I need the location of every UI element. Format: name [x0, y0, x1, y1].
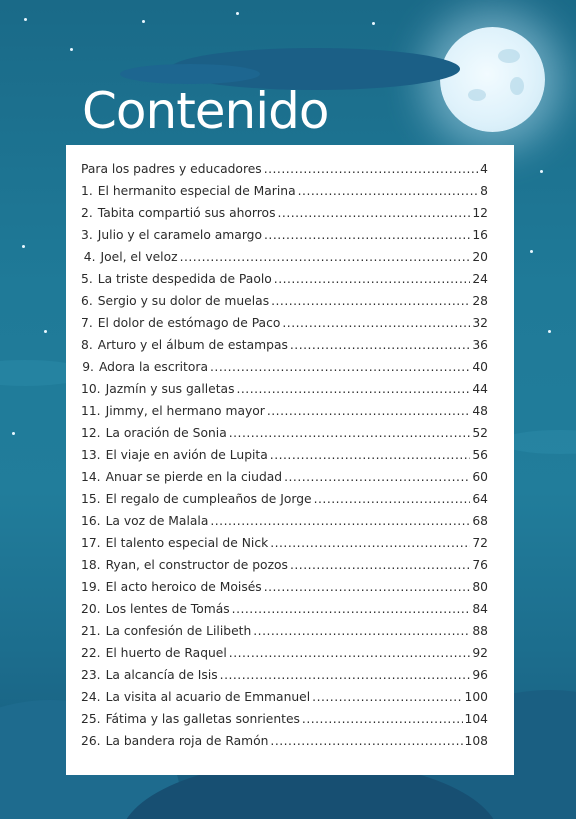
toc-dot-leader	[302, 712, 463, 726]
toc-entry-page: 48	[472, 404, 488, 418]
toc-entry	[81, 228, 488, 250]
toc-entry-title: El dolor de estómago de Paco	[97, 316, 281, 330]
toc-entry-page: 80	[472, 580, 488, 594]
toc-entry-page: 20	[472, 250, 488, 264]
toc-entry	[81, 602, 488, 624]
toc-dot-leader	[312, 690, 462, 704]
toc-entry	[81, 206, 488, 228]
toc-dot-leader	[270, 536, 470, 550]
toc-entry-title: Arturo y el álbum de estampas	[97, 338, 288, 352]
toc-entry-title: La bandera roja de Ramón	[105, 734, 269, 748]
toc-entry-page: 68	[472, 514, 488, 528]
toc-entry-page: 108	[464, 734, 488, 748]
toc-entry-title: Sergio y su dolor de muelas	[97, 294, 270, 308]
toc-dot-leader	[232, 602, 471, 616]
toc-entry-title: Los lentes de Tomás	[105, 602, 230, 616]
toc-entry-page: 104	[464, 712, 488, 726]
toc-dot-leader	[180, 250, 471, 264]
toc-entry-title: Anuar se pierde en la ciudad	[105, 470, 283, 484]
toc-entry-title: Joel, el veloz	[100, 250, 178, 264]
toc-entry	[81, 536, 488, 558]
toc-entry-page: 12	[472, 206, 488, 220]
toc-entry-title: La oración de Sonia	[105, 426, 227, 440]
toc-dot-leader	[229, 646, 471, 660]
toc-entry-page: 8	[480, 184, 488, 198]
toc-entry-page: 44	[472, 382, 488, 396]
toc-entry	[81, 580, 488, 602]
toc-entry-page: 72	[472, 536, 488, 550]
toc-entry	[81, 294, 488, 316]
toc-entry-number: 21.	[81, 624, 101, 638]
toc-entry-number: 20.	[81, 602, 101, 616]
toc-entry	[81, 734, 488, 756]
toc-entry	[81, 316, 488, 338]
toc-entry-page: 52	[472, 426, 488, 440]
contents-panel	[66, 145, 514, 775]
toc-dot-leader	[220, 668, 471, 682]
toc-entry-title: Para los padres y educadores	[81, 162, 262, 176]
toc-dot-leader	[270, 734, 462, 748]
toc-entry	[81, 272, 488, 294]
toc-entry-title: El huerto de Raquel	[105, 646, 227, 660]
toc-entry-page: 16	[472, 228, 488, 242]
page-title: Contenido	[82, 82, 329, 140]
toc-entry-title: Julio y el caramelo amargo	[97, 228, 262, 242]
toc-entry-page: 88	[472, 624, 488, 638]
toc-entry-number: 9.	[82, 360, 94, 374]
toc-entry	[81, 448, 488, 470]
toc-entry-page: 36	[472, 338, 488, 352]
cloud-illustration	[120, 64, 260, 84]
toc-entry	[81, 382, 488, 404]
toc-entry-page: 92	[472, 646, 488, 660]
toc-dot-leader	[282, 316, 470, 330]
toc-entry-page: 96	[472, 668, 488, 682]
toc-dot-leader	[278, 206, 471, 220]
toc-entry-number: 11.	[81, 404, 101, 418]
toc-entry-page: 64	[472, 492, 488, 506]
toc-entry	[81, 404, 488, 426]
toc-entry	[81, 162, 488, 184]
toc-dot-leader	[229, 426, 471, 440]
toc-entry	[81, 426, 488, 448]
toc-entry-page: 24	[472, 272, 488, 286]
toc-entry-title: El viaje en avión de Lupita	[105, 448, 268, 462]
toc-entry-title: El talento especial de Nick	[105, 536, 269, 550]
toc-entry-number: 25.	[81, 712, 101, 726]
toc-dot-leader	[314, 492, 471, 506]
toc-entry-title: La visita al acuario de Emmanuel	[105, 690, 311, 704]
toc-entry-number: 26.	[81, 734, 101, 748]
toc-entry-number: 24.	[81, 690, 101, 704]
toc-entry	[81, 514, 488, 536]
toc-entry-number: 13.	[81, 448, 101, 462]
toc-entry-title: La triste despedida de Paolo	[97, 272, 272, 286]
toc-entry	[81, 558, 488, 580]
toc-entry-page: 84	[472, 602, 488, 616]
toc-entry-page: 4	[480, 162, 488, 176]
toc-entry	[81, 690, 488, 712]
toc-entry-title: Adora la escritora	[98, 360, 208, 374]
toc-dot-leader	[210, 514, 470, 528]
toc-dot-leader	[274, 272, 471, 286]
toc-entry	[81, 624, 488, 646]
toc-entry-page: 32	[472, 316, 488, 330]
toc-entry	[81, 360, 488, 382]
toc-entry-number: 17.	[81, 536, 101, 550]
toc-entry-number: 19.	[81, 580, 101, 594]
table-of-contents	[81, 162, 488, 756]
toc-dot-leader	[236, 382, 470, 396]
toc-entry-title: La alcancía de Isis	[105, 668, 218, 682]
toc-entry-number: 8.	[81, 338, 93, 352]
toc-dot-leader	[264, 228, 470, 242]
toc-entry-title: La voz de Malala	[105, 514, 209, 528]
toc-dot-leader	[298, 184, 479, 198]
moon-illustration	[440, 27, 545, 132]
toc-entry-number: 14.	[81, 470, 101, 484]
toc-entry-number: 16.	[81, 514, 101, 528]
toc-dot-leader	[264, 162, 478, 176]
toc-entry-number: 2.	[81, 206, 93, 220]
toc-entry-title: El hermanito especial de Marina	[97, 184, 296, 198]
toc-entry-number: 22.	[81, 646, 101, 660]
toc-entry-number: 4.	[83, 250, 96, 264]
toc-entry	[81, 184, 488, 206]
toc-entry-number: 7.	[81, 316, 93, 330]
toc-entry-page: 28	[472, 294, 488, 308]
toc-entry-number: 3.	[81, 228, 93, 242]
toc-entry-title: Ryan, el constructor de pozos	[105, 558, 288, 572]
toc-entry	[81, 668, 488, 690]
toc-entry-title: El regalo de cumpleaños de Jorge	[105, 492, 312, 506]
toc-entry	[81, 646, 488, 668]
toc-entry-number: 10.	[81, 382, 101, 396]
toc-entry-title: Jazmín y sus galletas	[105, 382, 235, 396]
toc-entry-number: 5.	[81, 272, 93, 286]
toc-entry	[81, 338, 488, 360]
toc-entry-title: El acto heroico de Moisés	[105, 580, 262, 594]
toc-dot-leader	[290, 338, 470, 352]
toc-entry	[81, 250, 488, 272]
toc-dot-leader	[270, 448, 471, 462]
toc-entry-title: La confesión de Lilibeth	[105, 624, 252, 638]
toc-dot-leader	[264, 580, 471, 594]
toc-entry-title: Fátima y las galletas sonrientes	[105, 712, 300, 726]
toc-entry-page: 100	[464, 690, 488, 704]
toc-entry-number: 15.	[81, 492, 101, 506]
toc-entry-number: 18.	[81, 558, 101, 572]
toc-entry-page: 76	[472, 558, 488, 572]
toc-entry	[81, 712, 488, 734]
toc-dot-leader	[253, 624, 470, 638]
toc-dot-leader	[210, 360, 470, 374]
toc-dot-leader	[284, 470, 470, 484]
toc-dot-leader	[290, 558, 470, 572]
toc-entry-page: 40	[472, 360, 488, 374]
toc-entry-title: Jimmy, el hermano mayor	[105, 404, 265, 418]
toc-entry-title: Tabita compartió sus ahorros	[97, 206, 276, 220]
toc-entry-number: 1.	[81, 184, 93, 198]
toc-entry-page: 56	[472, 448, 488, 462]
toc-entry-number: 12.	[81, 426, 101, 440]
toc-entry	[81, 470, 488, 492]
toc-dot-leader	[267, 404, 470, 418]
toc-entry-number: 23.	[81, 668, 101, 682]
toc-entry	[81, 492, 488, 514]
toc-entry-page: 60	[472, 470, 488, 484]
toc-dot-leader	[271, 294, 470, 308]
toc-entry-number: 6.	[81, 294, 93, 308]
